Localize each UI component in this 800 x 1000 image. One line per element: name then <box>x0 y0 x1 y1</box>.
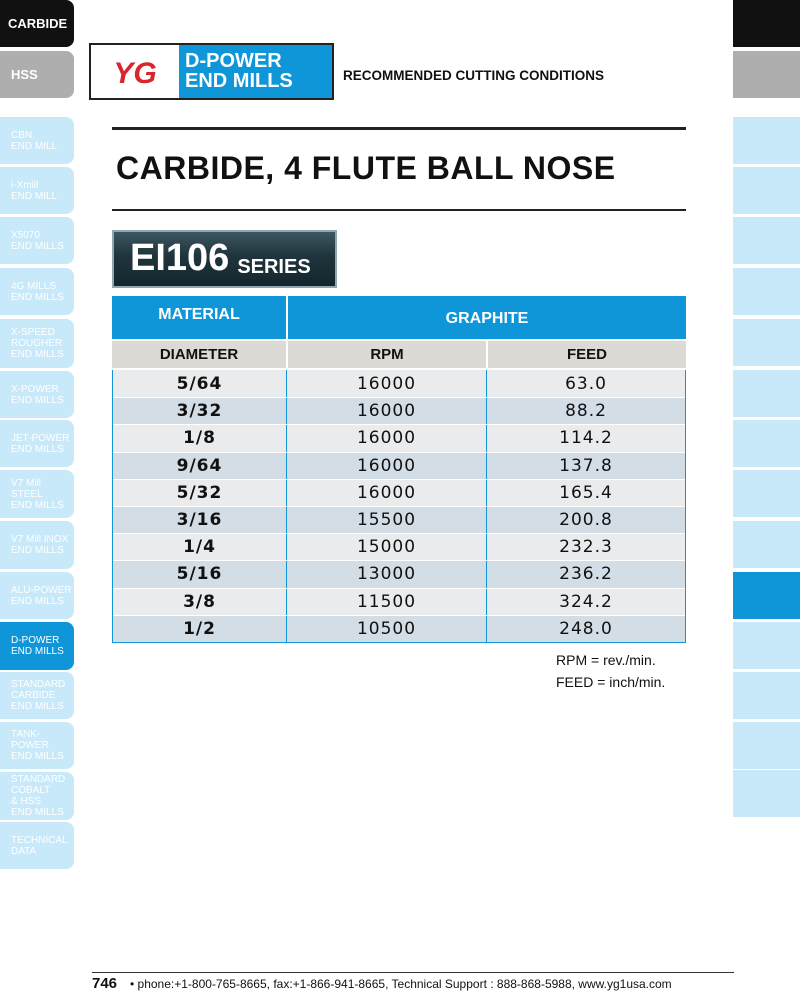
sidebar-item-label: V7 Mill INOX END MILLS <box>11 534 69 556</box>
cell-diameter: 1/2 <box>113 616 287 642</box>
right-tab-carbide[interactable] <box>733 0 800 47</box>
right-tab-3[interactable] <box>733 268 800 315</box>
sidebar-item-2[interactable] <box>0 217 74 264</box>
sidebar-item-9[interactable] <box>0 572 74 619</box>
header-diameter: DIAMETER <box>112 341 286 368</box>
table-row <box>113 560 685 587</box>
sidebar-item-label: X-POWER END MILLS <box>11 383 64 406</box>
table-row <box>113 506 685 533</box>
header-subtitle: RECOMMENDED CUTTING CONDITIONS <box>343 68 604 83</box>
sidebar-item-label: STANDARD COBALT & HSS END MILLS <box>11 774 66 818</box>
sidebar-item-10[interactable] <box>0 622 74 670</box>
header-feed: FEED <box>488 341 686 368</box>
cell-feed: 236.2 <box>559 564 613 585</box>
sidebar-item-label: TECHNICAL DATA <box>11 834 68 857</box>
page-title: CARBIDE, 4 FLUTE BALL NOSE <box>116 150 616 186</box>
title-rule <box>112 209 686 211</box>
right-tab-1[interactable] <box>733 167 800 214</box>
sidebar-item-1[interactable] <box>0 167 74 214</box>
brand-line-2: END MILLS <box>185 70 293 92</box>
cell-diameter: 3/8 <box>113 589 287 615</box>
table-row <box>113 452 685 479</box>
cell-diameter: 1/8 <box>113 425 287 451</box>
tab-carbide[interactable] <box>0 0 74 47</box>
table-row <box>113 533 685 560</box>
sidebar-item-label: JET-POWER END MILLS <box>11 432 70 455</box>
sidebar-item-label: 4G MILLS END MILLS <box>11 280 64 303</box>
sidebar-item-label: X-SPEED ROUGHER END MILLS <box>11 327 64 360</box>
table-row <box>113 588 685 615</box>
cell-rpm: 16000 <box>287 425 487 451</box>
sidebar-item-7[interactable] <box>0 470 74 518</box>
right-tab-11[interactable] <box>733 672 800 719</box>
right-tab-6[interactable] <box>733 420 800 467</box>
sidebar-item-5[interactable] <box>0 371 74 418</box>
sidebar-item-label: D-POWER END MILLS <box>11 635 64 657</box>
cell-feed: 114.2 <box>559 428 613 449</box>
cell-rpm: 11500 <box>287 589 487 615</box>
sidebar-item-label: V7 Mill STEEL END MILLS <box>11 477 64 511</box>
tab-hss[interactable] <box>0 51 74 98</box>
yg-logo-icon <box>95 55 175 89</box>
right-tab-0[interactable] <box>733 117 800 164</box>
sidebar-item-6[interactable] <box>0 420 74 467</box>
right-tab-13[interactable] <box>733 770 800 817</box>
cell-feed: 165.4 <box>559 482 613 503</box>
table-row <box>113 370 685 397</box>
cell-feed: 200.8 <box>559 510 613 531</box>
series-code: EI106 <box>130 237 230 279</box>
cell-rpm: 16000 <box>287 453 487 479</box>
table-row <box>113 424 685 451</box>
header-rpm: RPM <box>288 341 486 368</box>
cell-rpm: 13000 <box>287 561 487 587</box>
series-word: SERIES <box>237 256 311 278</box>
sidebar-item-11[interactable] <box>0 672 74 719</box>
cell-feed: 232.3 <box>559 537 613 558</box>
sidebar-item-14[interactable] <box>0 822 74 869</box>
sidebar-item-8[interactable] <box>0 521 74 569</box>
right-tab-hss[interactable] <box>733 51 800 98</box>
sidebar-item-label: STANDARD CARBIDE END MILLS <box>11 679 66 712</box>
cell-rpm: 16000 <box>287 480 487 506</box>
cell-diameter: 3/32 <box>113 398 287 424</box>
table-row <box>113 479 685 506</box>
cell-diameter: 1/4 <box>113 534 287 560</box>
table-header-columns <box>112 341 686 368</box>
table-row <box>113 615 685 642</box>
top-rule <box>112 127 686 130</box>
right-tab-5[interactable] <box>733 370 800 417</box>
note-rpm: RPM = rev./min. <box>556 652 656 668</box>
right-tab-10[interactable] <box>733 622 800 669</box>
right-tab-9[interactable] <box>733 572 800 619</box>
footer-rule <box>92 972 734 973</box>
right-tab-4[interactable] <box>733 319 800 366</box>
cell-feed: 324.2 <box>559 591 613 612</box>
tab-hss-label: HSS <box>11 67 38 82</box>
brand-logo <box>89 43 334 100</box>
series-badge <box>112 230 337 288</box>
brand-line-1: D-POWER <box>185 50 282 72</box>
cell-rpm: 16000 <box>287 370 487 397</box>
right-tab-12[interactable] <box>733 722 800 769</box>
cell-feed: 88.2 <box>565 401 607 422</box>
cell-diameter: 5/16 <box>113 561 287 587</box>
cell-rpm: 10500 <box>287 616 487 642</box>
yg-logo <box>91 45 179 98</box>
cell-rpm: 15000 <box>287 534 487 560</box>
cell-diameter: 9/64 <box>113 453 287 479</box>
table-body <box>112 370 686 643</box>
footer-contact: • phone:+1-800-765-8665, fax:+1-866-941-8665, Technical Support : 888-868-5988, www.yg1usa.com <box>130 977 672 991</box>
yg-logo-text: YG <box>113 56 157 89</box>
cell-feed: 248.0 <box>559 618 613 639</box>
table-header-top <box>112 296 686 339</box>
cutting-conditions-table <box>112 296 686 643</box>
sidebar-item-label: TANK-POWER END MILLS <box>11 729 64 762</box>
sidebar-item-label: CBN END MILL <box>11 129 58 152</box>
brand-name <box>179 45 332 98</box>
cell-diameter: 5/32 <box>113 480 287 506</box>
tab-carbide-label: CARBIDE <box>8 16 68 31</box>
sidebar-item-0[interactable] <box>0 117 74 164</box>
sidebar-item-label: i-Xmill END MILL <box>11 179 58 202</box>
sidebar-item-3[interactable] <box>0 268 74 315</box>
table-row <box>113 397 685 424</box>
sidebar-item-label: X5070 END MILLS <box>11 229 64 252</box>
cell-rpm: 16000 <box>287 398 487 424</box>
note-feed: FEED = inch/min. <box>556 674 666 690</box>
cell-feed: 137.8 <box>559 455 613 476</box>
sidebar-item-12[interactable] <box>0 722 74 769</box>
right-tab-2[interactable] <box>733 217 800 264</box>
sidebar-item-label: ALU-POWER END MILLS <box>11 584 72 607</box>
sidebar-item-13[interactable] <box>0 772 74 820</box>
cell-diameter: 5/64 <box>113 370 287 397</box>
cell-rpm: 15500 <box>287 507 487 533</box>
right-tab-8[interactable] <box>733 521 800 568</box>
right-tab-7[interactable] <box>733 470 800 517</box>
header-material: MATERIAL <box>112 296 286 339</box>
header-graphite: GRAPHITE <box>288 296 686 339</box>
sidebar-item-4[interactable] <box>0 319 74 368</box>
page-number: 746 <box>92 975 118 992</box>
cell-diameter: 3/16 <box>113 507 287 533</box>
cell-feed: 63.0 <box>565 373 607 394</box>
